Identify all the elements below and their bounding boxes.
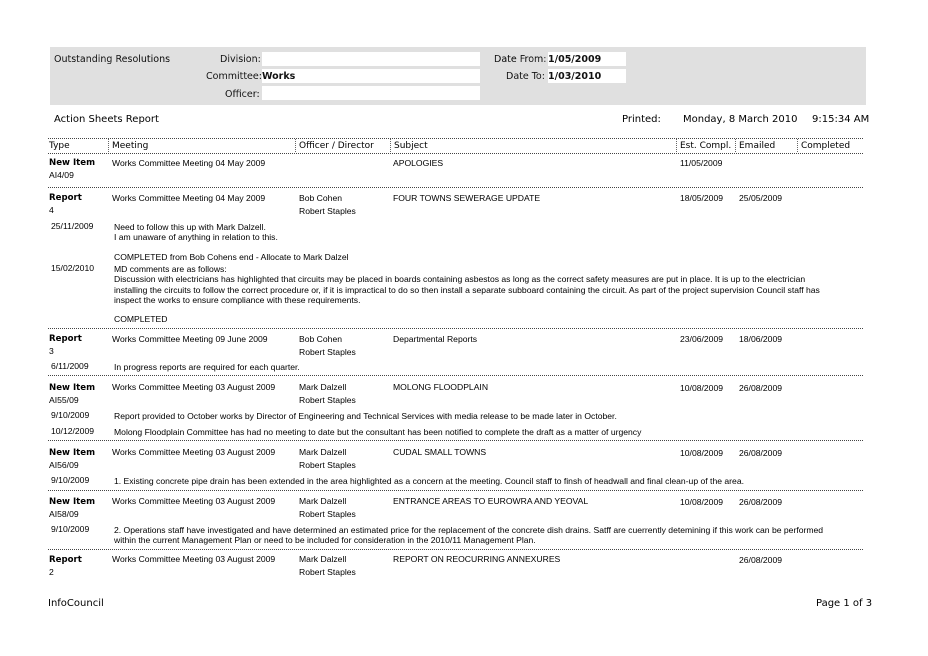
record-ref: 2: [49, 567, 54, 577]
record-rule: [48, 375, 864, 376]
note-line: 2. Operations staff have investigated and have determined an estimated price for the replacement of the concrete dish drains. Satff are cuerrently detemining if this work can be performed: [114, 525, 824, 535]
record-subject: ENTRANCE AREAS TO EUROWRA AND YEOVAL: [393, 496, 589, 506]
record-director: Robert Staples: [299, 206, 356, 216]
col-divider: [390, 139, 391, 153]
division-field: [262, 52, 480, 66]
note-date: 15/02/2010: [51, 263, 95, 273]
note-line: MD comments are as follows:: [114, 264, 227, 274]
page-number: Page 1 of 3: [816, 598, 873, 609]
record-rule: [48, 549, 864, 550]
header-bottom-rule: [48, 153, 864, 154]
record-subject: FOUR TOWNS SEWERAGE UPDATE: [393, 193, 541, 203]
record-ref: AI4/09: [49, 170, 74, 180]
note-date: 9/10/2009: [51, 524, 90, 534]
committee-field: [262, 69, 480, 83]
record-emailed: 26/08/2009: [739, 555, 783, 565]
record-subject: Departmental Reports: [393, 334, 478, 344]
note-date: 25/11/2009: [51, 221, 94, 231]
record-est-compl: 10/08/2009: [680, 497, 724, 507]
committee-value: Works: [262, 71, 296, 82]
record-officer: Mark Dalzell: [299, 447, 347, 457]
record-emailed: 26/08/2009: [739, 448, 783, 458]
col-subject: Subject: [394, 141, 428, 151]
col-est-compl: Est. Compl.: [680, 141, 732, 151]
note-date: 9/10/2009: [51, 410, 90, 420]
date-from-field: [548, 52, 626, 66]
note-line: COMPLETED: [114, 314, 168, 324]
record-est-compl: 18/05/2009: [680, 193, 724, 203]
record-meeting: Works Committee Meeting 03 August 2009: [112, 382, 276, 392]
printed-time: 9:15:34 AM: [812, 114, 870, 125]
record-subject: MOLONG FLOODPLAIN: [393, 382, 489, 392]
record-type: Report: [49, 193, 82, 203]
date-to-label: Date To:: [506, 71, 545, 82]
record-officer: Mark Dalzell: [299, 496, 347, 506]
record-officer: Mark Dalzell: [299, 554, 347, 564]
record-est-compl: 10/08/2009: [680, 448, 724, 458]
record-subject: CUDAL SMALL TOWNS: [393, 447, 487, 457]
record-officer: Bob Cohen: [299, 193, 343, 203]
record-meeting: Works Committee Meeting 03 August 2009: [112, 447, 276, 457]
footer-brand: InfoCouncil: [48, 598, 104, 609]
record-meeting: Works Committee Meeting 04 May 2009: [112, 193, 266, 203]
note-line: I am unaware of anything in relation to this.: [114, 232, 278, 242]
report-name: Outstanding Resolutions: [54, 54, 171, 65]
note-line: COMPLETED from Bob Cohens end - Allocate to Mark Dalzel: [114, 252, 349, 262]
officer-label: Officer:: [225, 89, 260, 100]
note-line: In progress reports are required for each quarter.: [114, 362, 300, 372]
record-rule: [48, 490, 864, 491]
record-director: Robert Staples: [299, 395, 356, 405]
record-type: New Item: [49, 497, 96, 507]
record-officer: Bob Cohen: [299, 334, 343, 344]
note-line: inspect the works to ensure compliance with these requirements.: [114, 295, 361, 305]
report-title: Action Sheets Report: [54, 114, 159, 125]
note-line: Molong Floodplain Committee has had no meeting to date but the consultant has been notified to complete the draft as a matter of urgency: [114, 427, 642, 437]
record-est-compl: 10/08/2009: [680, 383, 724, 393]
note-date: 6/11/2009: [51, 361, 89, 371]
record-rule: [48, 440, 864, 441]
record-emailed: 18/06/2009: [739, 334, 783, 344]
note-line: installing the circuits to follow the correct procedure or, if it is impractical to do so then install a separate subboard containing the circuit. As part of the project supervision Council staff has: [114, 285, 820, 295]
record-ref: AI58/09: [49, 509, 79, 519]
record-subject: REPORT ON REOCURRING ANNEXURES: [393, 554, 561, 564]
col-divider: [108, 139, 109, 153]
record-meeting: Works Committee Meeting 03 August 2009: [112, 496, 276, 506]
date-from-value: 1/05/2009: [548, 54, 602, 65]
record-ref: AI55/09: [49, 395, 79, 405]
record-meeting: Works Committee Meeting 04 May 2009: [112, 158, 266, 168]
officer-field: [262, 86, 480, 100]
record-meeting: Works Committee Meeting 09 June 2009: [112, 334, 268, 344]
col-meeting: Meeting: [112, 141, 149, 151]
record-type: New Item: [49, 448, 96, 458]
record-emailed: 26/08/2009: [739, 497, 783, 507]
col-emailed: Emailed: [739, 141, 776, 151]
col-type: Type: [49, 141, 70, 151]
record-ref: 4: [49, 205, 54, 215]
record-rule: [48, 187, 864, 188]
date-from-label: Date From:: [494, 54, 547, 65]
date-to-value: 1/03/2010: [548, 71, 602, 82]
record-ref: 3: [49, 346, 54, 356]
record-type: New Item: [49, 158, 96, 168]
record-type: Report: [49, 334, 82, 344]
col-officer: Officer / Director: [299, 141, 374, 151]
record-emailed: 25/05/2009: [739, 193, 783, 203]
col-divider: [797, 139, 798, 153]
date-to-field: [548, 69, 626, 83]
record-director: Robert Staples: [299, 460, 356, 470]
col-completed: Completed: [801, 141, 851, 151]
col-divider: [676, 139, 677, 153]
record-director: Robert Staples: [299, 567, 356, 577]
note-line: Need to follow this up with Mark Dalzell.: [114, 222, 266, 232]
header-top-rule: [48, 138, 864, 139]
note-date: 9/10/2009: [51, 475, 90, 485]
printed-date: Monday, 8 March 2010: [683, 114, 798, 125]
record-type: Report: [49, 555, 82, 565]
note-line: within the current Management Plan or need to be included for consideration in the 2010/11 Management Plan.: [114, 535, 536, 545]
record-emailed: 26/08/2009: [739, 383, 783, 393]
record-meeting: Works Committee Meeting 03 August 2009: [112, 554, 276, 564]
report-filter-panel: [50, 47, 866, 105]
record-director: Robert Staples: [299, 509, 356, 519]
record-ref: AI56/09: [49, 460, 79, 470]
division-label: Division:: [220, 54, 261, 65]
record-est-compl: 23/06/2009: [680, 334, 724, 344]
note-line: Report provided to October works by Director of Engineering and Technical Services with media release to be made later in October.: [114, 411, 617, 421]
committee-label: Committee:: [206, 71, 262, 82]
record-rule: [48, 328, 864, 329]
col-divider: [735, 139, 736, 153]
record-director: Robert Staples: [299, 347, 356, 357]
record-est-compl: 11/05/2009: [680, 158, 723, 168]
note-line: Discussion with electricians has highlighted that circuits may be placed in boards containing asbestos as long as the correct safety measures are put in place. It is up to the electrician: [114, 274, 806, 284]
col-divider: [295, 139, 296, 153]
record-officer: Mark Dalzell: [299, 382, 347, 392]
record-type: New Item: [49, 383, 96, 393]
printed-label: Printed:: [622, 114, 661, 125]
note-line: 1. Existing concrete pipe drain has been extended in the area highlighted as a concern at the meeting. Council staff to finsh of headwall and final clean-up of the area.: [114, 476, 744, 486]
note-date: 10/12/2009: [51, 426, 95, 436]
record-subject: APOLOGIES: [393, 158, 444, 168]
